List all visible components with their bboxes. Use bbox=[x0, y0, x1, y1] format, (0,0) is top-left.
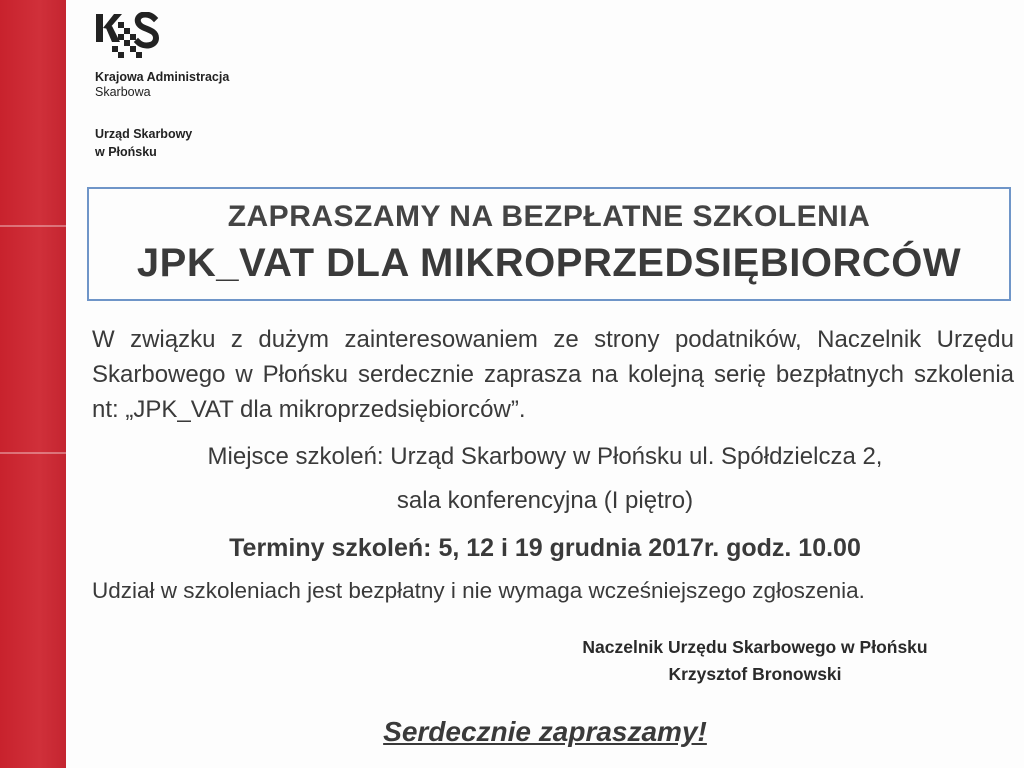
title-line2: JPK_VAT DLA MIKROPRZEDSIĘBIORCÓW bbox=[136, 241, 962, 285]
agency-name bbox=[95, 70, 229, 100]
intro-paragraph: W związku z dużym zainteresowaniem ze strony podatników, Naczelnik Urzędu Skarbowego w Płońsku serdecznie zaprasza na kolejną serię bezpłatnych szkolenia nt: „JPK_VAT dla mikroprzedsiębiorców”. bbox=[92, 326, 1014, 423]
office-name-line1: Urząd Skarbowy bbox=[95, 127, 193, 141]
title-line1: ZAPRASZAMY NA BEZPŁATNE SZKOLENIA bbox=[227, 200, 871, 233]
title-box bbox=[87, 187, 1011, 301]
agency-name-line2: Skarbowa bbox=[95, 85, 151, 99]
signature-block bbox=[520, 634, 990, 688]
office-name-line2: w Płońsku bbox=[95, 145, 157, 159]
training-dates: Terminy szkoleń: 5, 12 i 19 grudnia 2017r. godz. 10.00 bbox=[229, 534, 861, 562]
kas-logo bbox=[96, 12, 160, 58]
signature-title: Naczelnik Urzędu Skarbowego w Płońsku bbox=[582, 637, 928, 657]
closing-invitation: Serdecznie zapraszamy! bbox=[383, 716, 707, 747]
red-side-stripe bbox=[0, 0, 66, 768]
stripe-divider bbox=[0, 452, 66, 454]
agency-name-line1: Krajowa Administracja bbox=[95, 70, 230, 84]
venue-line2: sala konferencyjna (I piętro) bbox=[396, 487, 694, 514]
stripe-divider bbox=[0, 225, 66, 227]
venue-line1: Miejsce szkoleń: Urząd Skarbowy w Płońsku ul. Spółdzielcza 2, bbox=[207, 443, 883, 470]
office-name bbox=[95, 125, 192, 161]
signature-name: Krzysztof Bronowski bbox=[668, 664, 842, 684]
participation-note: Udział w szkoleniach jest bezpłatny i nie wymaga wcześniejszego zgłoszenia. bbox=[92, 578, 865, 603]
